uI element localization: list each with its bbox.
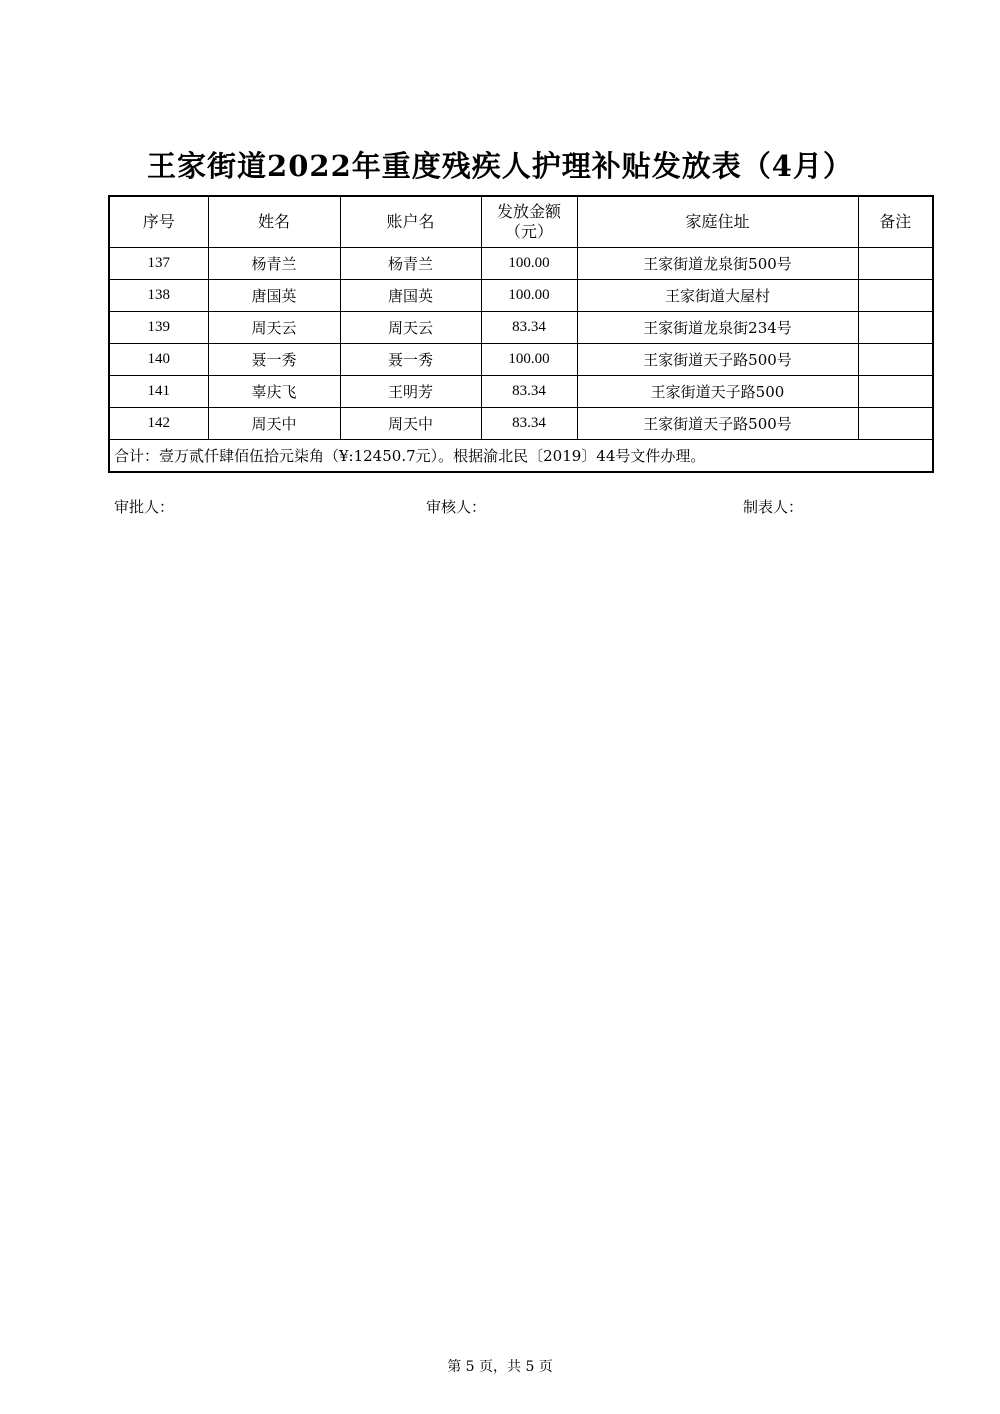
table-row [109, 312, 933, 344]
cell-amount: 100.00 [481, 248, 577, 280]
cell-seq: 140 [109, 344, 208, 376]
header-name: 姓名 [208, 196, 340, 248]
cell-name: 辜庆飞 [208, 376, 340, 408]
header-seq: 序号 [109, 196, 208, 248]
header-amount-line2: （元） [504, 222, 553, 241]
cell-remark [858, 376, 933, 408]
cell-name: 唐国英 [208, 280, 340, 312]
table-row [109, 344, 933, 376]
cell-address: 王家街道大屋村 [577, 280, 858, 312]
cell-account: 周天云 [340, 312, 481, 344]
cell-name: 聂一秀 [208, 344, 340, 376]
table-header-row [109, 196, 933, 248]
cell-account: 唐国英 [340, 280, 481, 312]
table-row [109, 376, 933, 408]
header-amount [481, 196, 577, 248]
cell-amount: 100.00 [481, 280, 577, 312]
subsidy-table [108, 195, 934, 473]
cell-account: 周天中 [340, 408, 481, 440]
document-title: 王家街道2022年重度残疾人护理补贴发放表（4月） [147, 149, 853, 183]
cell-amount: 83.34 [481, 376, 577, 408]
cell-amount: 100.00 [481, 344, 577, 376]
header-account: 账户名 [340, 196, 481, 248]
total-text: 合计：壹万贰仟肆佰伍拾元柒角（¥:12450.7元）。根据渝北民〔2019〕44号文件办理。 [109, 440, 933, 473]
cell-name: 周天中 [208, 408, 340, 440]
cell-seq: 142 [109, 408, 208, 440]
cell-remark [858, 408, 933, 440]
page-number: 第 5 页，共 5 页 [447, 1359, 553, 1375]
preparer-label: 制表人： [743, 498, 804, 516]
cell-account: 聂一秀 [340, 344, 481, 376]
cell-remark [858, 344, 933, 376]
cell-account: 王明芳 [340, 376, 481, 408]
cell-remark [858, 280, 933, 312]
cell-seq: 138 [109, 280, 208, 312]
cell-name: 杨青兰 [208, 248, 340, 280]
header-address: 家庭住址 [577, 196, 858, 248]
cell-address: 王家街道龙泉街234号 [577, 312, 858, 344]
cell-amount: 83.34 [481, 312, 577, 344]
table-row [109, 408, 933, 440]
cell-address: 王家街道天子路500 [577, 376, 858, 408]
reviewer-label: 审核人： [426, 498, 487, 516]
cell-remark [858, 248, 933, 280]
cell-address: 王家街道天子路500号 [577, 344, 858, 376]
cell-seq: 139 [109, 312, 208, 344]
cell-amount: 83.34 [481, 408, 577, 440]
cell-account: 杨青兰 [340, 248, 481, 280]
header-amount-line1: 发放金额 [496, 202, 561, 221]
table-row [109, 280, 933, 312]
cell-address: 王家街道龙泉街500号 [577, 248, 858, 280]
cell-seq: 141 [109, 376, 208, 408]
header-remark: 备注 [858, 196, 933, 248]
cell-remark [858, 312, 933, 344]
table-row [109, 248, 933, 280]
total-row [109, 440, 933, 473]
cell-seq: 137 [109, 248, 208, 280]
cell-name: 周天云 [208, 312, 340, 344]
approver-label: 审批人： [114, 498, 175, 516]
cell-address: 王家街道天子路500号 [577, 408, 858, 440]
